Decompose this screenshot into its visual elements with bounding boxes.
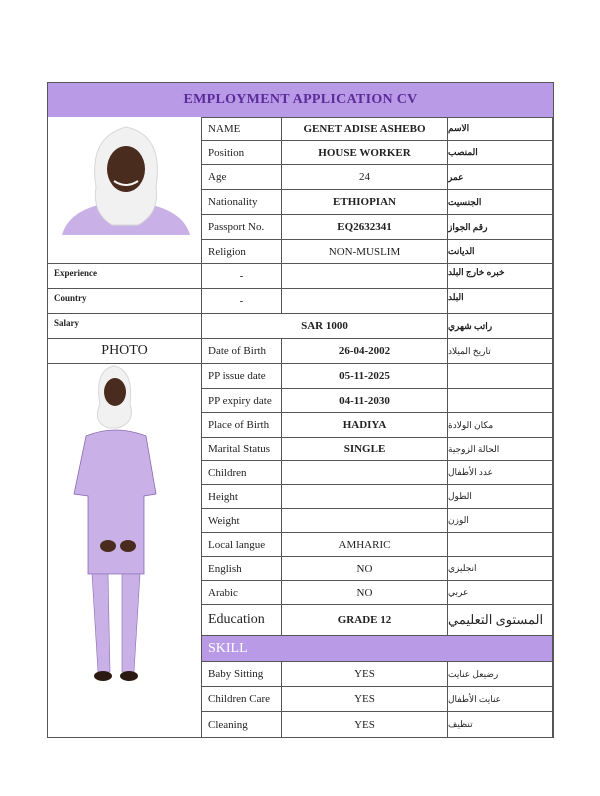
skills-value: YES [282, 687, 448, 712]
country-value: - [202, 289, 282, 314]
details-label-ar [448, 389, 553, 413]
details-value [282, 509, 448, 533]
details-label-ar: مكان الولادة [448, 413, 553, 438]
skills-label: Baby Sitting [202, 662, 282, 687]
details-label-ar [448, 364, 553, 389]
details-label: Date of Birth [202, 339, 282, 364]
personal-label-ar: المنصب [448, 141, 553, 165]
personal-value: EQ2632341 [282, 215, 448, 240]
personal-value: NON-MUSLIM [282, 240, 448, 264]
details-value: GRADE 12 [282, 605, 448, 636]
experience-blank [282, 264, 448, 289]
details-label-ar: الطول [448, 485, 553, 509]
skills-label-ar: عنايت الأطفال [448, 687, 553, 712]
personal-label-ar: الجنسيت [448, 190, 553, 215]
details-label-ar: انجليزي [448, 557, 553, 581]
personal-value: HOUSE WORKER [282, 141, 448, 165]
skills-label-ar: تنظيف [448, 712, 553, 738]
details-label-ar: الوزن [448, 509, 553, 533]
country-label: Country [48, 289, 202, 314]
skills-label: Children Care [202, 687, 282, 712]
details-value: 04-11-2030 [282, 389, 448, 413]
portrait-photo [48, 117, 201, 263]
experience-label-ar: خبره خارج البلد [448, 264, 553, 289]
details-value: 05-11-2025 [282, 364, 448, 389]
details-value: SINGLE [282, 438, 448, 461]
details-label-ar: الحالة الزوجية [448, 438, 553, 461]
fullbody-photo [48, 364, 201, 694]
details-label: Education [202, 605, 282, 636]
country-label-ar: البلد [448, 289, 553, 314]
fullbody-photo-cell [48, 364, 202, 738]
details-value: HADIYA [282, 413, 448, 438]
photo-label: PHOTO [48, 339, 202, 364]
personal-label: Religion [202, 240, 282, 264]
details-label: Place of Birth [202, 413, 282, 438]
personal-label-ar: عمر [448, 165, 553, 190]
details-value: NO [282, 557, 448, 581]
skills-label: Cleaning [202, 712, 282, 738]
details-label: PP issue date [202, 364, 282, 389]
details-label-ar [448, 533, 553, 557]
personal-label: Nationality [202, 190, 282, 215]
personal-label: Age [202, 165, 282, 190]
details-label: Marital Status [202, 438, 282, 461]
personal-label: NAME [202, 117, 282, 141]
details-label: Arabic [202, 581, 282, 605]
personal-label-ar: الديانت [448, 240, 553, 264]
details-label-ar: المستوى التعليمي [448, 605, 553, 636]
country-blank [282, 289, 448, 314]
details-value: NO [282, 581, 448, 605]
details-label-ar: تاريخ الميلاد [448, 339, 553, 364]
details-label: Local langue [202, 533, 282, 557]
salary-label-ar: راتب شهري [448, 314, 553, 339]
details-label-ar: عربي [448, 581, 553, 605]
details-label: Weight [202, 509, 282, 533]
cv-sheet [47, 82, 554, 738]
skills-value: YES [282, 662, 448, 687]
details-label: Children [202, 461, 282, 485]
skill-header: SKILL [202, 636, 553, 662]
experience-value: - [202, 264, 282, 289]
page-title: EMPLOYMENT APPLICATION CV [48, 83, 553, 118]
details-value [282, 485, 448, 509]
skills-value: YES [282, 712, 448, 738]
salary-value: SAR 1000 [202, 314, 448, 339]
personal-label: Position [202, 141, 282, 165]
personal-value: GENET ADISE ASHEBO [282, 117, 448, 141]
portrait-photo-cell [48, 117, 202, 264]
details-value: AMHARIC [282, 533, 448, 557]
details-value [282, 461, 448, 485]
details-label-ar: عدد الأطفال [448, 461, 553, 485]
personal-value: ETHIOPIAN [282, 190, 448, 215]
salary-label: Salary [48, 314, 202, 339]
experience-label: Experience [48, 264, 202, 289]
personal-label: Passport No. [202, 215, 282, 240]
details-label: Height [202, 485, 282, 509]
skills-label-ar: رضيعل عنايت [448, 662, 553, 687]
details-label: PP expiry date [202, 389, 282, 413]
personal-label-ar: الاسم [448, 117, 553, 141]
details-value: 26-04-2002 [282, 339, 448, 364]
details-label: English [202, 557, 282, 581]
personal-label-ar: رقم الجواز [448, 215, 553, 240]
personal-value: 24 [282, 165, 448, 190]
